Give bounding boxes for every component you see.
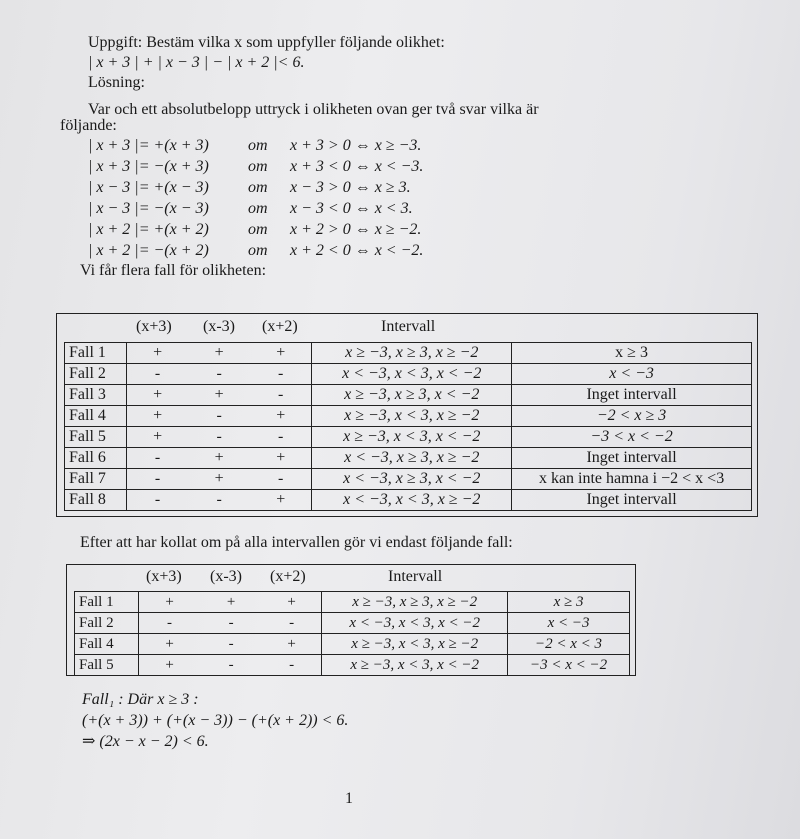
sign-x3: - [126, 448, 188, 469]
interval: −3 < x < −2 [508, 655, 630, 676]
table1-header-x2: (x+2) [262, 318, 298, 335]
sign-xm3: + [200, 592, 262, 613]
conditions: x < −3, x ≥ 3, x < −2 [312, 469, 512, 490]
table-row [65, 427, 752, 448]
case-cond: x − 3 < 0 ⇔ x < 3. [290, 200, 413, 217]
fall-label: Fall 4 [75, 634, 139, 655]
sign-x3: + [138, 655, 200, 676]
case-lhs: | x + 2 |= −(x + 2) [88, 242, 209, 259]
fall1-title: Fall₁ : Där x ≥ 3 : [82, 691, 199, 708]
task-text: Uppgift: Bestäm vilka x som uppfyller följande olikhet: [88, 34, 445, 51]
sign-x3: + [126, 427, 188, 448]
fall-label: Fall 1 [75, 592, 139, 613]
sign-x2: - [262, 655, 322, 676]
case-om: om [248, 242, 268, 259]
sign-x2: - [262, 613, 322, 634]
case-lhs: | x + 3 |= −(x + 3) [88, 158, 209, 175]
sign-x2: - [250, 385, 312, 406]
flera-fall-text: Vi får flera fall för olikheten: [80, 262, 267, 279]
sign-x3: + [138, 592, 200, 613]
sign-x3: - [126, 364, 188, 385]
table1-header-intervall: Intervall [381, 318, 436, 335]
table1-header-xm3: (x-3) [203, 318, 235, 335]
fall-label: Fall 5 [75, 655, 139, 676]
case-om: om [248, 221, 268, 238]
conditions: x < −3, x ≥ 3, x ≥ −2 [312, 448, 512, 469]
case-cond: x + 2 > 0 ⇔ x ≥ −2. [290, 221, 422, 238]
sign-x2: + [262, 592, 322, 613]
conditions: x ≥ −3, x < 3, x < −2 [312, 427, 512, 448]
interval: −3 < x < −2 [512, 427, 752, 448]
interval: Inget intervall [512, 448, 752, 469]
fall-label: Fall 6 [65, 448, 127, 469]
case-cond: x + 2 < 0 ⇔ x < −2. [290, 242, 424, 259]
case-om: om [248, 200, 268, 217]
sign-xm3: + [188, 469, 250, 490]
fall1-line2: ⇒ (2x − x − 2) < 6. [82, 733, 209, 750]
sign-x2: + [250, 343, 312, 364]
interval: x ≥ 3 [512, 343, 752, 364]
table2-header-xm3: (x-3) [210, 568, 242, 585]
intro-line-2: följande: [60, 117, 117, 134]
table2-header-x3: (x+3) [146, 568, 182, 585]
intro-line-1: Var och ett absolutbelopp uttryck i olikheten ovan ger två svar vilka är [88, 101, 539, 118]
table2-header-x2: (x+2) [270, 568, 306, 585]
table2 [74, 591, 630, 676]
fall-label: Fall 3 [65, 385, 127, 406]
solution-label: Lösning: [88, 74, 145, 91]
conditions: x ≥ −3, x < 3, x < −2 [322, 655, 508, 676]
sign-xm3: - [188, 364, 250, 385]
table-row [65, 469, 752, 490]
sign-xm3: - [200, 634, 262, 655]
table-row [75, 634, 630, 655]
sign-x2: - [250, 364, 312, 385]
table-row [75, 655, 630, 676]
case-om: om [248, 137, 268, 154]
sign-x2: + [262, 634, 322, 655]
sign-x3: - [126, 490, 188, 511]
interval: x ≥ 3 [508, 592, 630, 613]
table-row [65, 406, 752, 427]
fall1-line1: (+(x + 3)) + (+(x − 3)) − (+(x + 2)) < 6. [82, 712, 349, 729]
sign-x2: + [250, 490, 312, 511]
sign-x2: - [250, 469, 312, 490]
fall-label: Fall 5 [65, 427, 127, 448]
case-lhs: | x − 3 |= −(x − 3) [88, 200, 209, 217]
fall-label: Fall 7 [65, 469, 127, 490]
interval: −2 < x ≥ 3 [512, 406, 752, 427]
table2-header-intervall: Intervall [388, 568, 443, 585]
conditions: x ≥ −3, x ≥ 3, x ≥ −2 [322, 592, 508, 613]
sign-xm3: - [188, 490, 250, 511]
table-row [65, 385, 752, 406]
sign-xm3: + [188, 343, 250, 364]
sign-x3: + [126, 406, 188, 427]
sign-xm3: + [188, 385, 250, 406]
fall-label: Fall 1 [65, 343, 127, 364]
case-cond: x + 3 < 0 ⇔ x < −3. [290, 158, 424, 175]
fall-label: Fall 4 [65, 406, 127, 427]
sign-x3: + [126, 385, 188, 406]
sign-x2: + [250, 406, 312, 427]
table-row [65, 448, 752, 469]
table-row [65, 364, 752, 385]
sign-xm3: - [188, 427, 250, 448]
table1-header-x3: (x+3) [136, 318, 172, 335]
table-row [65, 490, 752, 511]
sign-xm3: - [200, 613, 262, 634]
table1 [64, 342, 752, 511]
sign-xm3: - [200, 655, 262, 676]
interval: Inget intervall [512, 490, 752, 511]
case-om: om [248, 179, 268, 196]
conditions: x ≥ −3, x < 3, x ≥ −2 [322, 634, 508, 655]
sign-x2: + [250, 448, 312, 469]
interval: −2 < x < 3 [508, 634, 630, 655]
table-row [75, 592, 630, 613]
case-om: om [248, 158, 268, 175]
sign-x3: + [126, 343, 188, 364]
case-cond: x − 3 > 0 ⇔ x ≥ 3. [290, 179, 411, 196]
conditions: x < −3, x < 3, x < −2 [322, 613, 508, 634]
page-number: 1 [345, 790, 353, 807]
case-cond: x + 3 > 0 ⇔ x ≥ −3. [290, 137, 422, 154]
interval: x < −3 [512, 364, 752, 385]
table-row [75, 613, 630, 634]
conditions: x < −3, x < 3, x ≥ −2 [312, 490, 512, 511]
fall-label: Fall 2 [75, 613, 139, 634]
sign-xm3: + [188, 448, 250, 469]
fall-label: Fall 8 [65, 490, 127, 511]
conditions: x ≥ −3, x < 3, x ≥ −2 [312, 406, 512, 427]
interval: x kan inte hamna i −2 < x <3 [512, 469, 752, 490]
sign-x3: - [138, 613, 200, 634]
fall-label: Fall 2 [65, 364, 127, 385]
inequality: | x + 3 | + | x − 3 | − | x + 2 |< 6. [88, 54, 305, 71]
interval: Inget intervall [512, 385, 752, 406]
conditions: x ≥ −3, x ≥ 3, x < −2 [312, 385, 512, 406]
case-lhs: | x + 3 |= +(x + 3) [88, 137, 209, 154]
case-lhs: | x − 3 |= +(x − 3) [88, 179, 209, 196]
interval: x < −3 [508, 613, 630, 634]
sign-x3: + [138, 634, 200, 655]
conditions: x < −3, x < 3, x < −2 [312, 364, 512, 385]
table-row [65, 343, 752, 364]
efter-text: Efter att har kollat om på alla intervallen gör vi endast följande fall: [80, 534, 513, 551]
sign-xm3: - [188, 406, 250, 427]
conditions: x ≥ −3, x ≥ 3, x ≥ −2 [312, 343, 512, 364]
case-lhs: | x + 2 |= +(x + 2) [88, 221, 209, 238]
sign-x2: - [250, 427, 312, 448]
sign-x3: - [126, 469, 188, 490]
